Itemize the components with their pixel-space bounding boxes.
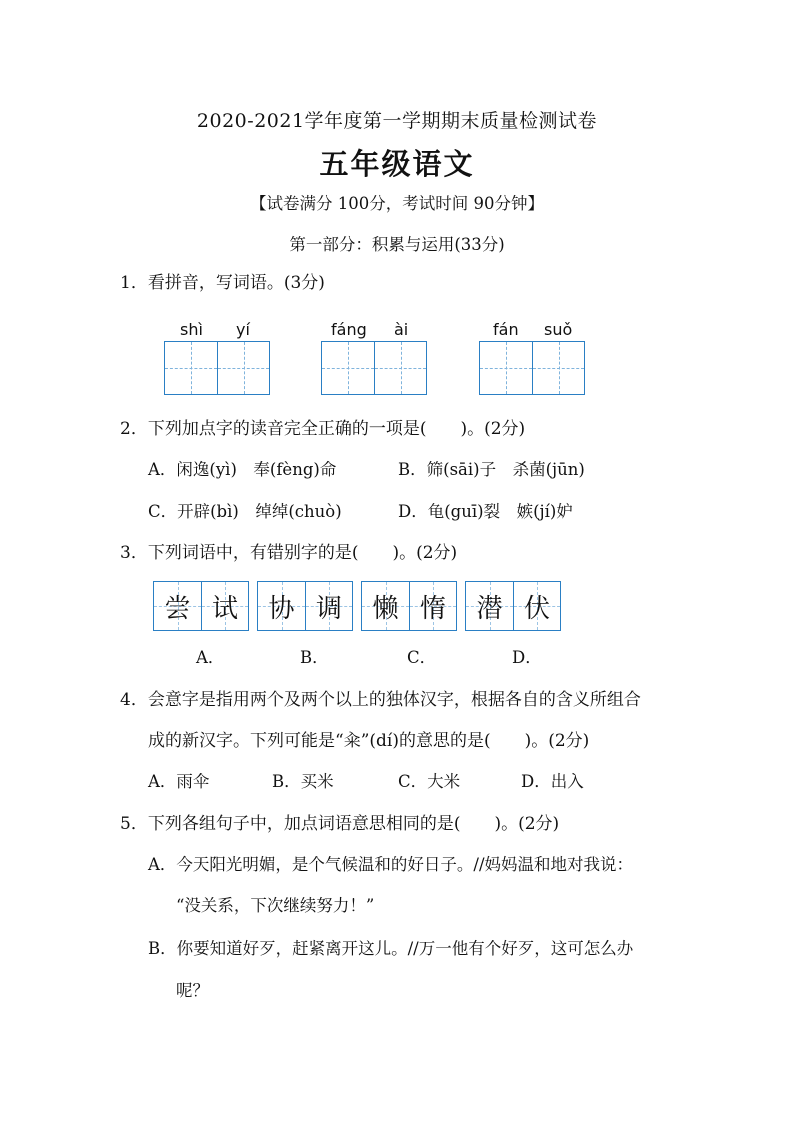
writing-grid[interactable] [164, 341, 270, 395]
question-4-option-c[interactable]: C．大米 [398, 772, 461, 791]
writing-grid[interactable] [479, 341, 585, 395]
word-box-c [361, 581, 457, 631]
writing-cell[interactable] [217, 342, 269, 394]
question-4-stem-line1: 4．会意字是指用两个及两个以上的独体汉字，根据各自的含义所组合 [120, 690, 641, 710]
word-char: 试 [201, 582, 248, 630]
question-2-stem: 2．下列加点字的读音完全正确的一项是( )。(2分) [120, 419, 526, 439]
word-char: 潜 [466, 582, 513, 630]
pinyin-label: suǒ [544, 320, 573, 339]
writing-cell[interactable] [480, 342, 532, 394]
question-4-option-b[interactable]: B．买米 [272, 772, 334, 791]
word-char: 调 [305, 582, 352, 630]
exam-title: 2020-2021学年度第一学期期末质量检测试卷 [196, 110, 598, 132]
word-char: 伏 [513, 582, 560, 630]
question-4-stem-line2: 成的新汉字。下列可能是“籴”(dí)的意思的是( )。(2分) [148, 731, 590, 751]
writing-cell[interactable] [374, 342, 426, 394]
word-char: 尝 [154, 582, 201, 630]
pinyin-label: fán [493, 320, 519, 339]
word-char: 协 [258, 582, 305, 630]
pinyin-label: ài [394, 320, 409, 339]
word-box-b [257, 581, 353, 631]
word-box-a [153, 581, 249, 631]
pinyin-label: fáng [331, 320, 367, 339]
question-4-option-d[interactable]: D．出入 [521, 772, 584, 791]
question-2-option-b[interactable]: B．筛(sāi)子 杀菌(jūn) [398, 460, 585, 479]
section-title: 第一部分：积累与运用(33分) [289, 235, 505, 254]
question-3-option-b[interactable]: B． [300, 648, 329, 667]
question-5-option-b[interactable]: B．你要知道好歹，赶紧离开这儿。//万一他有个好歹，这可怎么办 [148, 939, 634, 958]
word-char: 惰 [409, 582, 456, 630]
question-3-option-a[interactable]: A． [196, 648, 225, 667]
question-4-option-a[interactable]: A．雨伞 [148, 772, 210, 791]
writing-cell[interactable] [165, 342, 217, 394]
question-2-option-a[interactable]: A．闲逸(yì) 奉(fèng)命 [148, 460, 337, 479]
writing-cell[interactable] [322, 342, 374, 394]
word-char: 懒 [362, 582, 409, 630]
question-5-option-a-cont: “没关系，下次继续努力！” [176, 896, 375, 915]
question-5-option-a[interactable]: A．今天阳光明媚，是个气候温和的好日子。//妈妈温和地对我说： [148, 855, 634, 874]
question-5-option-b-cont: 呢？ [176, 981, 209, 1000]
exam-info: 【试卷满分 100分，考试时间 90分钟】 [250, 194, 544, 213]
writing-cell[interactable] [532, 342, 584, 394]
question-1-stem: 1．看拼音，写词语。(3分) [120, 273, 325, 293]
subject-title: 五年级语文 [319, 147, 475, 181]
writing-grid[interactable] [321, 341, 427, 395]
pinyin-label: shì [180, 320, 203, 339]
question-3-stem: 3．下列词语中，有错别字的是( )。(2分) [120, 543, 458, 563]
question-3-option-c[interactable]: C． [407, 648, 437, 667]
pinyin-label: yí [236, 320, 250, 339]
question-3-option-d[interactable]: D． [512, 648, 542, 667]
question-2-option-d[interactable]: D．龟(guī)裂 嫉(jí)妒 [398, 502, 573, 521]
question-2-option-c[interactable]: C．开辟(bì) 绰绰(chuò) [148, 502, 342, 521]
word-box-d [465, 581, 561, 631]
question-5-stem: 5．下列各组句子中，加点词语意思相同的是( )。(2分) [120, 814, 560, 834]
